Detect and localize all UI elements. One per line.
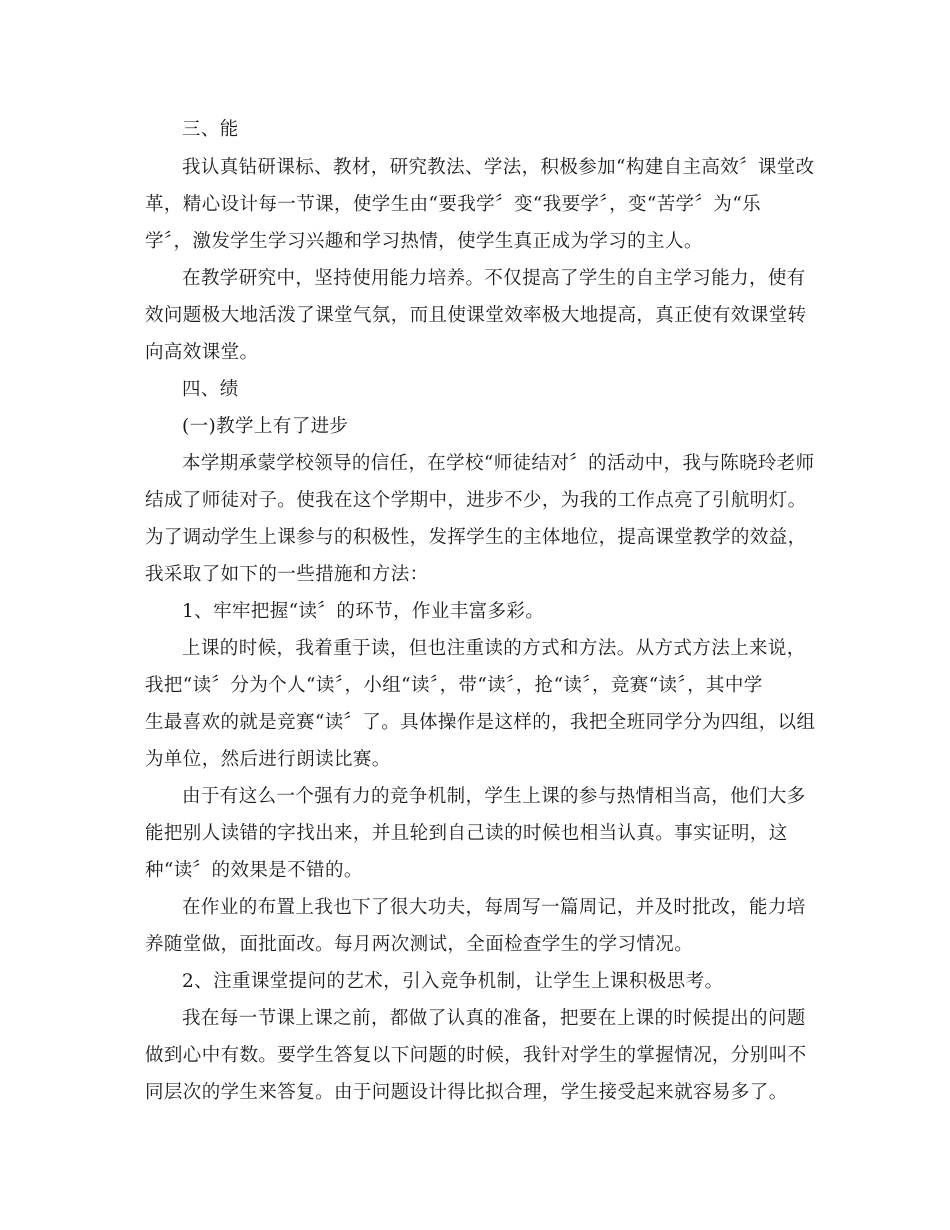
paragraph-line: 我认真钻研课标、教材，研究教法、学法，积极参加“构建自主高效〞课堂改 [182, 157, 815, 178]
paragraph-line: 同层次的学生来答复。由于问题设计得比拟合理，学生接受起来就容易多了。 [145, 1082, 788, 1103]
paragraph-line: 我采取了如下的一些措施和方法： [145, 564, 429, 585]
paragraph-line: 本学期承蒙学校领导的信任，在学校“师徒结对〞的活动中，我与陈晓玲老师 [182, 453, 815, 474]
paragraph-line: 生最喜欢的就是竞赛“读〞了。具体操作是这样的，我把全班同学分为四组，以组 [145, 712, 816, 733]
subsection-heading: (一)教学上有了进步 [182, 416, 349, 437]
paragraph-line: 上课的时候，我着重于读，但也注重读的方式和方法。从方式方法上来说， [182, 638, 806, 659]
paragraph-line: 学〞，激发学生学习兴趣和学习热情，使学生真正成为学习的主人。 [145, 231, 703, 252]
paragraph-line: 由于有这么一个强有力的竞争机制，学生上课的参与热情相当高，他们大多 [182, 786, 806, 807]
paragraph-line: 效问题极大地活泼了课堂气氛，而且使课堂效率极大地提高，真正使有效课堂转 [145, 305, 807, 326]
paragraph-line: 我在每一节课上课之前，都做了认真的准备，把要在上课的时候提出的问题 [182, 1008, 806, 1029]
list-item-heading: 2、注重课堂提问的艺术，引入竞争机制，让学生上课积极思考。 [182, 971, 724, 992]
paragraph-line: 种“读〞的效果是不错的。 [145, 860, 363, 881]
paragraph-line: 向高效课堂。 [145, 342, 259, 363]
paragraph-line: 为单位，然后进行朗读比赛。 [145, 749, 391, 770]
section-heading: 三、能 [182, 119, 239, 140]
paragraph-line: 能把别人读错的字找出来，并且轮到自己读的时候也相当认真。事实证明，这 [145, 823, 788, 844]
paragraph-line: 在教学研究中，坚持使用能力培养。不仅提高了学生的自主学习能力，使有 [182, 268, 806, 289]
paragraph-line: 我把“读〞分为个人“读〞，小组“读〞，带“读〞，抢“读〞，竞赛“读〞，其中学 [145, 675, 763, 696]
paragraph-line: 结成了师徒对子。使我在这个学期中，进步不少，为我的工作点亮了引航明灯。 [145, 490, 807, 511]
paragraph-line: 为了调动学生上课参与的积极性，发挥学生的主体地位，提高课堂教学的效益， [145, 527, 807, 548]
paragraph-line: 革，精心设计每一节课，使学生由“要我学〞变“我要学〞，变“苦学〞为“乐 [145, 194, 762, 215]
section-heading: 四、绩 [182, 379, 239, 400]
paragraph-line: 养随堂做，面批面改。每月两次测试，全面检查学生的学习情况。 [145, 934, 694, 955]
paragraph-line: 做到心中有数。要学生答复以下问题的时候，我针对学生的掌握情况，分别叫不 [145, 1045, 807, 1066]
paragraph-line: 在作业的布置上我也下了很大功夫，每周写一篇周记，并及时批改，能力培 [182, 897, 806, 918]
list-item-heading: 1、牢牢把握“读〞的环节，作业丰富多彩。 [182, 601, 545, 622]
